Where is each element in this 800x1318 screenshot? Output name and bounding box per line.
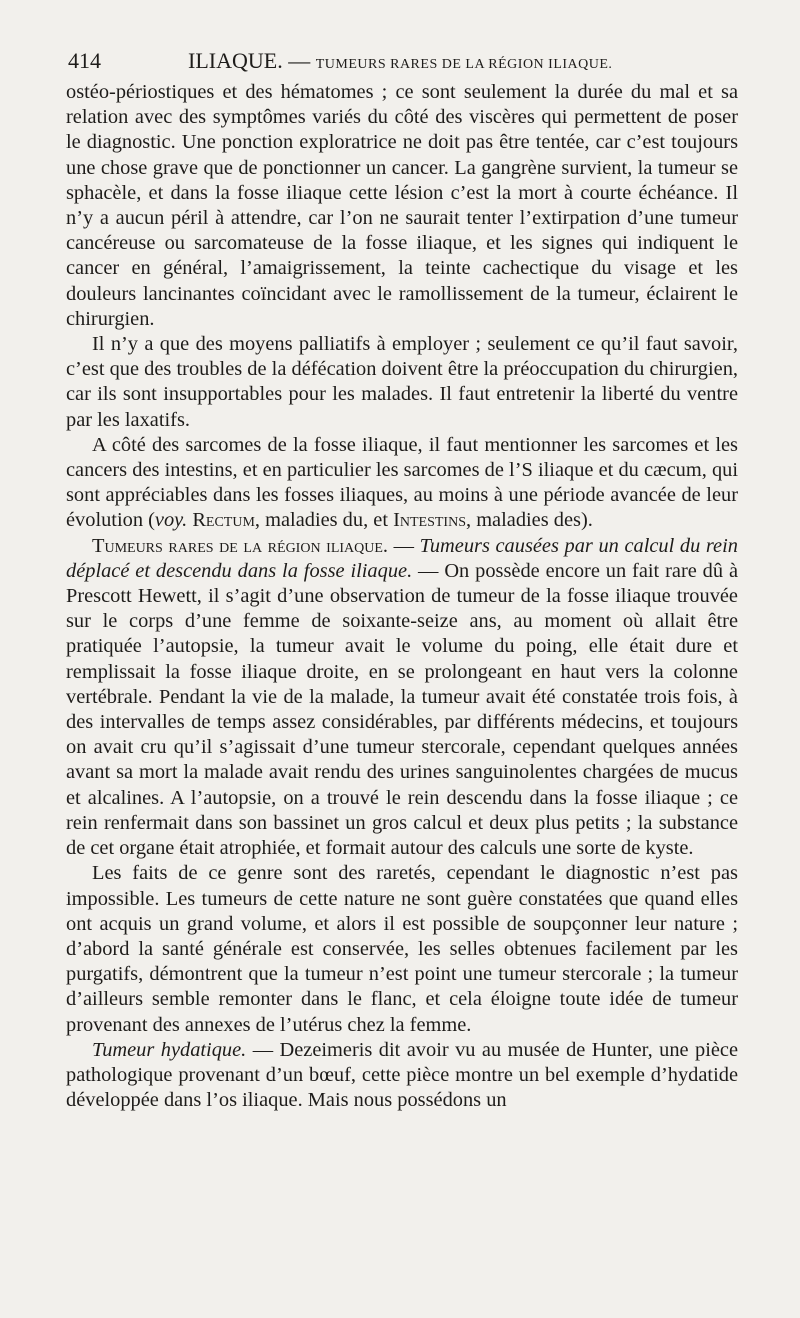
section-heading-hydatid: Tumeur hydatique. [92, 1038, 247, 1061]
section-heading-rare-tumors: Tumeurs rares de la région iliaque. [92, 534, 389, 557]
page-header [68, 44, 738, 78]
running-title [188, 48, 612, 74]
paragraph-1: ostéo-périostiques et des hématomes ; ce sont seulement la durée du mal et sa relation avec des symptômes variés du côté des viscères qui permettent de poser le diagnostic. Une ponction exploratrice ne doit pas être tentée, car c’est toujours une chose grave que de ponctionner un cancer. La gangrène survient, la tumeur se sphacèle, et dans la fosse iliaque cette lésion c’est la mort à courte échéance. Il n’y a aucun péril à attendre, car l’on ne saurait tenter l’extirpation d’une tumeur cancéreuse ou sarcomateuse de la fosse iliaque, et les signes qui indiquent le cancer en général, l’amaigrissement, la teinte cachectique du visage et les douleurs lancinantes coïncidant avec le ramollissement de la tumeur, éclairent le chirurgien. [66, 81, 738, 330]
paragraph-5: Les faits de ce genre sont des raretés, cependant le diagnostic n’est pas impossible. Les tumeurs de cette nature ne sont guère constatées que quand elles ont acquis un grand volume, et alors il est possible de soupçonner leur nature ; d’abord la santé générale est conservée, les selles obtenues facilement par les purgatifs, démontrent que la tumeur n’est point une tumeur stercorale ; la tumeur d’ailleurs semble remonter dans le flanc, et cela éloigne toute idée de tumeur provenant des annexes de l’utérus chez la femme. [66, 862, 738, 1036]
paragraph-3-text-c: , maladies des). [466, 509, 593, 532]
paragraph-6 [66, 1038, 738, 1114]
paragraph-3-text-a: A côté des sarcomes de la fosse iliaque, il faut mentionner les sarcomes et les cancers des intestins, et en particulier les sarcomes de l’S iliaque et du cæcum, qui sont appréciables dans les fosses iliaques, au moins à une période avancée de leur évolution ( [66, 433, 738, 532]
paragraph-6-text: — Dezeimeris dit avoir vu au musée de Hunter, une pièce pathologique provenant d’un bœuf, cette pièce montre un bel exemple d’hydatide développée dans l’os iliaque. Mais nous possédons un [66, 1038, 739, 1112]
ref-voy: voy. [154, 509, 188, 532]
paragraph-3 [66, 433, 738, 534]
running-title-section: TUMEURS RARES DE LA RÉGION ILIAQUE. [315, 57, 613, 72]
heading-dash: — [388, 534, 420, 557]
paragraph-4 [66, 534, 738, 862]
ref-intestins: Intestins [393, 509, 466, 532]
page-body [66, 80, 738, 1113]
paragraph-3-text-b: , maladies du, et [254, 509, 394, 532]
section-subheading-calculus: Tumeurs causées par un calcul du rein déplacé et descendu dans la fosse iliaque. [66, 534, 738, 582]
paragraph-2: Il n’y a que des moyens palliatifs à employer ; seulement ce qu’il faut savoir, c’est que des troubles de la défécation doivent être la préoccupation du chirurgien, car ils sont insupportables pour les malades. Il faut entretenir la liberté du ventre par les laxatifs. [66, 333, 738, 431]
page-number: 414 [68, 48, 101, 73]
ref-rectum: Rectum [192, 509, 255, 532]
running-title-main: ILIAQUE. — [188, 48, 311, 73]
paragraph-4-text: — On possède encore un fait rare dû à Prescott Hewett, il s’agit d’une observation de tumeur de la fosse iliaque trouvée sur le corps d’une femme de soixante-seize ans, au moment où allait être pratiquée l’autopsie, la tumeur avait le volume du poing, elle était dure et remplissait la fosse iliaque droite, en se prolongeant en haut vers la colonne vertébrale. Pendant la vie de la malade, la tumeur avait été constatée trois fois, à des intervalles de temps assez considérables, par différents médecins, et toujours on avait cru qu’il s’agissait d’une tumeur stercorale, cependant quelques années avant sa mort la malade avait rendu des urines sanguinolentes chargées de mucus et alcalines. A l’autopsie, on a trouvé le rein descendu dans la fosse iliaque ; ce rein renfermait dans son bassinet un gros calcul et deux plus petits ; la substance de cet organe était atrophiée, et formait autour des calculs une sorte de kyste. [66, 559, 738, 860]
